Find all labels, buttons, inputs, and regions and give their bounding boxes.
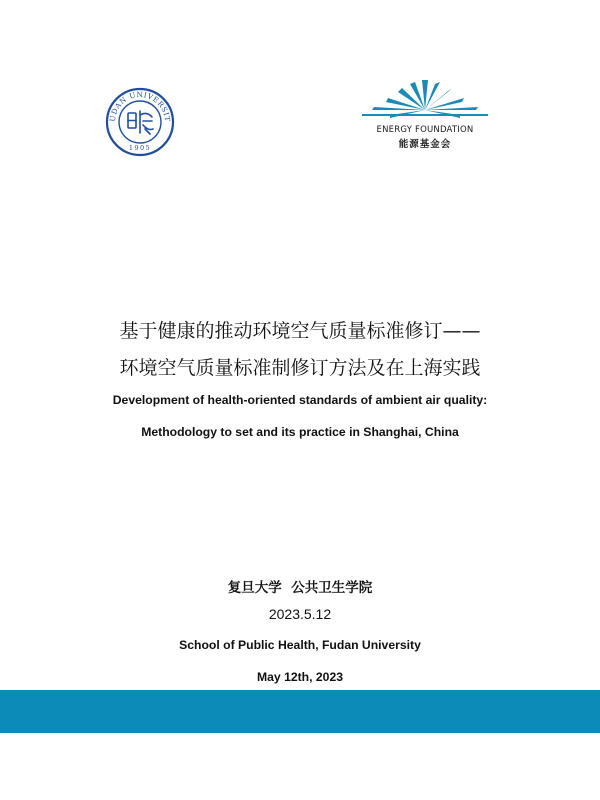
organization-zh: 复旦大学 公共卫生学院 [227,580,373,596]
fudan-university-logo [105,87,175,157]
title-en-line-2: Methodology to set and its practice in Shanghai, China [141,425,459,439]
title-zh-line-2: 环境空气质量标准制修订方法及在上海实践 [119,357,481,379]
date-numeric: 2023.5.12 [268,606,332,622]
svg-text:FUDAN UNIVERSITY [105,87,172,122]
fudan-year: 1905 [128,144,152,152]
fudan-seal-icon [105,87,175,157]
title-en-line-1: Development of health-oriented standards of ambient air quality: [112,393,488,407]
title-zh-line-1: 基于健康的推动环境空气质量标准修订—— [119,320,481,342]
energy-burst-icon [362,78,488,124]
footer-color-band [0,690,600,733]
date-en: May 12th, 2023 [256,670,344,684]
organization-en: School of Public Health, Fudan University [179,638,421,652]
energy-foundation-name-en: ENERGY FOUNDATION [376,125,474,135]
energy-foundation-name-zh: 能源基金会 [398,139,452,150]
fudan-arc-text: UDAN UNIVERSIT [107,90,173,123]
energy-foundation-logo [362,78,488,150]
